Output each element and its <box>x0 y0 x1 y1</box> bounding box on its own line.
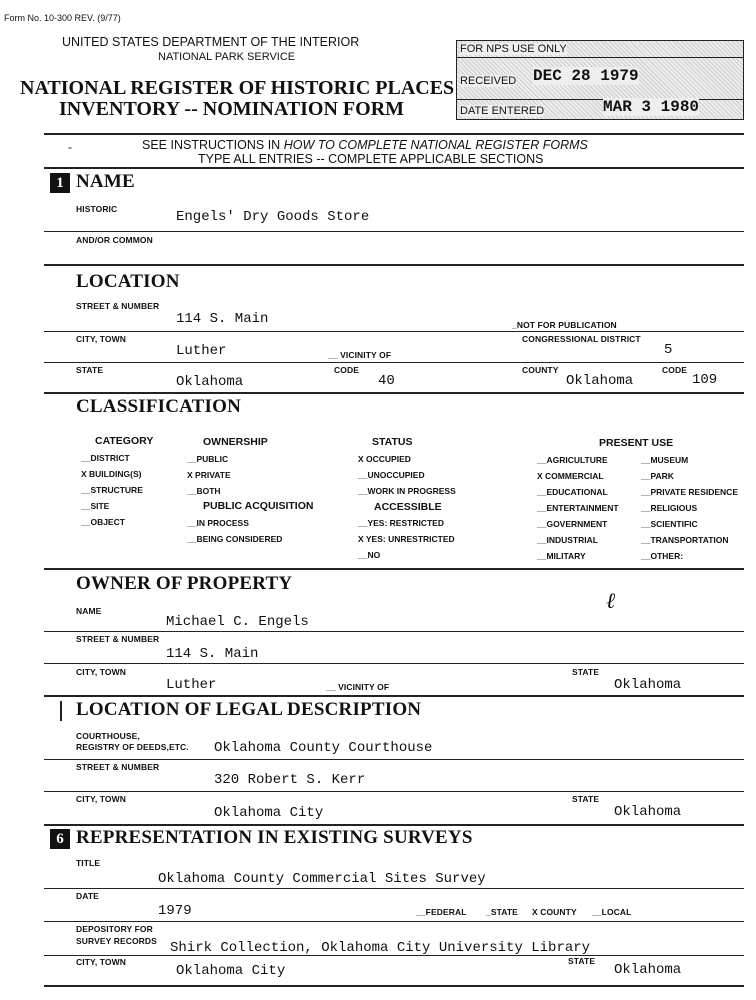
owner-name-value: Michael C. Engels <box>166 614 309 630</box>
depository-label-line1: DEPOSITORY FOR <box>76 924 153 934</box>
historic-name-value: Engels' Dry Goods Store <box>176 209 370 225</box>
accessible-unrestricted[interactable]: X YES: UNRESTRICTED <box>358 534 455 544</box>
survey-title-value: Oklahoma County Commercial Sites Survey <box>158 871 486 887</box>
survey-state-label: STATE <box>568 956 596 966</box>
legal-city-value: Oklahoma City <box>214 805 324 821</box>
acquisition-being-considered[interactable]: __BEING CONSIDERED <box>187 534 283 544</box>
received-label: RECEIVED <box>460 75 517 87</box>
not-for-publication-option: _NOT FOR PUBLICATION <box>512 320 617 330</box>
acquisition-in-process[interactable]: __IN PROCESS <box>187 518 249 528</box>
category-site[interactable]: __SITE <box>81 501 110 511</box>
use-agriculture[interactable]: __AGRICULTURE <box>537 455 608 465</box>
ownership-private[interactable]: X PRIVATE <box>187 470 231 480</box>
section-title-surveys: REPRESENTATION IN EXISTING SURVEYS <box>76 827 473 848</box>
vicinity-option: __ VICINITY OF <box>328 350 392 360</box>
owner-vicinity-option: __ VICINITY OF <box>326 682 390 692</box>
status-work-in-progress[interactable]: __WORK IN PROGRESS <box>358 486 456 496</box>
use-commercial[interactable]: X COMMERCIAL <box>537 471 604 481</box>
owner-city-value: Luther <box>166 677 217 693</box>
section-number-1: 1 <box>50 173 70 193</box>
present-use-header: PRESENT USE <box>599 437 674 449</box>
section-title-name: NAME <box>76 171 135 192</box>
handwritten-check-mark: ℓ <box>606 588 616 613</box>
location-street-value: 114 S. Main <box>176 311 269 327</box>
section-title-owner: OWNER OF PROPERTY <box>76 573 293 594</box>
use-industrial[interactable]: __INDUSTRIAL <box>537 535 598 545</box>
form-number: Form No. 10-300 REV. (9/77) <box>4 13 121 23</box>
use-military[interactable]: __MILITARY <box>537 551 586 561</box>
owner-state-value: Oklahoma <box>614 677 682 693</box>
form-title-line1: NATIONAL REGISTER OF HISTORIC PLACES <box>20 77 455 99</box>
city-town-label: CITY, TOWN <box>76 334 126 344</box>
survey-county-option[interactable]: X COUNTY <box>532 907 577 917</box>
state-code-value: 40 <box>378 373 395 389</box>
survey-state-value: Oklahoma <box>614 962 682 978</box>
survey-local-option[interactable]: __LOCAL <box>592 907 632 917</box>
courthouse-value: Oklahoma County Courthouse <box>214 740 433 756</box>
status-unoccupied[interactable]: __UNOCCUPIED <box>358 470 425 480</box>
accessible-header: ACCESSIBLE <box>374 501 442 513</box>
received-stamp: DEC 28 1979 <box>533 67 639 85</box>
owner-name-label: NAME <box>76 606 102 616</box>
survey-state-option[interactable]: _STATE <box>486 907 518 917</box>
survey-date-value: 1979 <box>158 903 192 919</box>
section-title-legal-description: LOCATION OF LEGAL DESCRIPTION <box>76 699 422 720</box>
instructions-line2: TYPE ALL ENTRIES -- COMPLETE APPLICABLE SECTIONS <box>198 152 544 166</box>
date-entered-stamp: MAR 3 1980 <box>603 98 700 116</box>
ownership-public[interactable]: __PUBLIC <box>187 454 229 464</box>
use-other[interactable]: __OTHER: <box>641 551 684 561</box>
use-educational[interactable]: __EDUCATIONAL <box>537 487 608 497</box>
use-private-residence[interactable]: __PRIVATE RESIDENCE <box>641 487 738 497</box>
date-entered-label: DATE ENTERED <box>460 105 545 117</box>
section-number-6: 6 <box>50 829 70 849</box>
nps-use-box <box>456 40 744 120</box>
accessible-restricted[interactable]: __YES: RESTRICTED <box>358 518 444 528</box>
county-code-label: CODE <box>662 365 687 375</box>
legal-state-label: STATE <box>572 794 600 804</box>
category-object[interactable]: __OBJECT <box>81 517 125 527</box>
survey-title-label: TITLE <box>76 858 101 868</box>
public-acquisition-header: PUBLIC ACQUISITION <box>203 500 314 512</box>
category-structure[interactable]: __STRUCTURE <box>81 485 143 495</box>
congressional-district-value: 5 <box>664 342 673 358</box>
survey-federal-option[interactable]: __FEDERAL <box>416 907 467 917</box>
use-entertainment[interactable]: __ENTERTAINMENT <box>537 503 619 513</box>
owner-city-label: CITY, TOWN <box>76 667 126 677</box>
county-label: COUNTY <box>522 365 559 375</box>
historic-label: HISTORIC <box>76 204 118 214</box>
form-title-line2: INVENTORY -- NOMINATION FORM <box>59 98 405 120</box>
category-district[interactable]: __DISTRICT <box>81 453 130 463</box>
use-park[interactable]: __PARK <box>641 471 674 481</box>
instructions-line1: SEE INSTRUCTIONS IN HOW TO COMPLETE NATIONAL REGISTER FORMS <box>142 138 588 152</box>
ownership-both[interactable]: __BOTH <box>187 486 221 496</box>
depository-label-line2: SURVEY RECORDS <box>76 936 157 946</box>
nps-use-label: FOR NPS USE ONLY <box>460 43 567 55</box>
owner-street-value: 114 S. Main <box>166 646 259 662</box>
location-city-value: Luther <box>176 343 227 359</box>
status-header: STATUS <box>372 436 413 448</box>
ownership-header: OWNERSHIP <box>203 436 268 448</box>
status-occupied[interactable]: X OCCUPIED <box>358 454 411 464</box>
section-title-classification: CLASSIFICATION <box>76 396 242 417</box>
county-value: Oklahoma <box>566 373 634 389</box>
legal-street-label: STREET & NUMBER <box>76 762 160 772</box>
owner-state-label: STATE <box>572 667 600 677</box>
legal-state-value: Oklahoma <box>614 804 682 820</box>
category-header: CATEGORY <box>95 435 154 447</box>
county-code-value: 109 <box>692 372 718 388</box>
use-museum[interactable]: __MUSEUM <box>641 455 689 465</box>
courthouse-label-line1: COURTHOUSE, <box>76 731 140 741</box>
owner-street-label: STREET & NUMBER <box>76 634 160 644</box>
section-title-location: LOCATION <box>76 271 180 292</box>
service-name: NATIONAL PARK SERVICE <box>158 51 296 63</box>
state-code-label: CODE <box>334 365 359 375</box>
survey-date-label: DATE <box>76 891 99 901</box>
use-government[interactable]: __GOVERNMENT <box>537 519 608 529</box>
category-buildings[interactable]: X BUILDING(S) <box>81 469 142 479</box>
depository-value: Shirk Collection, Oklahoma City University Library <box>170 940 591 956</box>
use-religious[interactable]: __RELIGIOUS <box>641 503 698 513</box>
congressional-district-label: CONGRESSIONAL DISTRICT <box>522 334 641 344</box>
state-label: STATE <box>76 365 104 375</box>
street-number-label: STREET & NUMBER <box>76 301 160 311</box>
common-name-label: AND/OR COMMON <box>76 235 153 245</box>
survey-city-label: CITY, TOWN <box>76 957 126 967</box>
location-state-value: Oklahoma <box>176 374 244 390</box>
survey-city-value: Oklahoma City <box>176 963 286 979</box>
use-scientific[interactable]: __SCIENTIFIC <box>641 519 698 529</box>
accessible-no[interactable]: __NO <box>358 550 381 560</box>
use-transportation[interactable]: __TRANSPORTATION <box>641 535 729 545</box>
legal-street-value: 320 Robert S. Kerr <box>214 772 366 788</box>
legal-city-label: CITY, TOWN <box>76 794 126 804</box>
department-name: UNITED STATES DEPARTMENT OF THE INTERIOR <box>62 35 360 49</box>
courthouse-label-line2: REGISTRY OF DEEDS,ETC. <box>76 742 189 752</box>
